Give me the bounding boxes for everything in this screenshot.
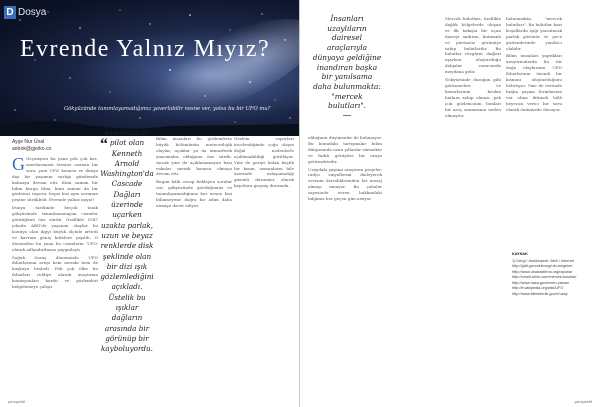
paragraph: Dünya tarihinde birçok tanık gökyüzünde tanımlanamayan cisimler gördüğünü öne sürdü. Özellikle 1947 yılında ABD'de yaşanan olaylar bu konuya olan ilgiyi büyük ölçüde artırdı ve kavram geniş kitlelere yayıldı. O dönemden bu yana bu cisimlerin 'UFO' olarak adlandırılması yaygınlaştı. <box>12 205 98 252</box>
section-label: Dosya <box>18 7 47 18</box>
milky-way-illustration <box>0 0 300 136</box>
author-email: aotrok@gjorko.co <box>12 145 52 152</box>
section-letter: D <box>4 6 16 19</box>
pull-quote-2-text: İnsanları uzaylıların dairesel araçlarıyla dünyaya geldiğine inandıran başka bir yanılsama daha bulunmakta: "mercek bulutları". <box>312 14 382 111</box>
source-item: http://ornek-bilim.com/mercek-bulutlari <box>512 275 577 279</box>
paragraph: Soğuk Savaş döneminde UFO ihbarlarının artışı hem merakı hem de kuşkuyu besledi. Pek çok ülke bu ihbarları ciddiye alarak araştırma komisyonları kurdu ve gözlemleri belgelemeye çalıştı. <box>12 254 98 290</box>
author-name: Ayşe Nur Ünal <box>12 139 45 145</box>
paragraph: Gözlem raporları incelendiğinde çoğu olayın doğal nedenlerle açıklanabildiği görülüyor. Yine de geriye kalan küçük bir kısım, uzmanların bile üzerinde uzlaşamadığı gizemli durumlar olarak kayıtlara geçmiş durumda. <box>234 136 294 189</box>
drop-cap: G <box>12 154 25 174</box>
paragraph: Gökyüzünde durağan gibi görünmeleri ve kenarlarının keskin hatlara sahip olması, pek çok gözlemcinin bunları bir araç sanmasına neden olmuştur. <box>445 77 501 118</box>
sources-heading: KAYNAK <box>512 252 528 256</box>
quote-divider <box>343 115 351 116</box>
right-column-3 <box>506 16 562 115</box>
article-subtitle: Gökyüzünde tanımlayamadığımız yaverlabilir nesne ver, yolsa bu bir UFO mu? <box>64 106 271 112</box>
right-column-2 <box>445 16 501 120</box>
paragraph: Mercek bulutları, özellikle dağlık bölgelerde oluşan ve ilk bakışta bir uçan daireyi andıran, katmanlı ve pürüzsüz görünüşe sahip bulutlardır. Bu bulutlar rüzgârın dağları aşarken oluşturduğu dalgalar sonucunda meydana gelir. <box>445 16 501 75</box>
author-block <box>12 139 51 152</box>
paragraph: olduğunu düşünenler de bulunuyor. Bu konudaki tartışmalar bilim dünyasında uzun yıllardır sürmekte ve farklı görüşleri bir araya getirmektedir. <box>308 135 382 164</box>
hero-image <box>0 0 300 136</box>
footer-left: perspektif <box>8 399 26 404</box>
paragraph-text: Geçmişten bu yana pek çok kez, sınırlarımızın ötesine uzanan bir soru, yani UFO konusu ve dünya dışı bir yaşamın varlığı gündemde kalmaya devam etti. Kimi zaman bir bilim kurgu filmi, kimi zaman da bir gözlemci raporu; hepsi bizi aynı sorunun peşine sürükledi: Evrende yalnız mıyız? <box>12 156 98 203</box>
source-item: http://gizli-gerceklerorg/ufo-belgeleri <box>512 264 573 268</box>
source-item: http://www.ufoarastirma.org/raporlar <box>512 269 573 274</box>
paragraph: Uzaydaki yaşamı araştıran projeler, radyo sinyallerini dinleyerek evrenin derinliklerinden bir mesaj almayı umuyor. Bu çabalar sayesinde evren hakkındaki bilgimiz her geçen gün artıyor. <box>308 166 382 202</box>
footer-right: perspektif <box>574 399 592 404</box>
right-column-1 <box>308 135 382 204</box>
source-item: http://www.bilimteknik.gov.tr/uzay <box>512 291 568 296</box>
paragraph: Bugün hâlâ cevap bekleyen sorular var; gökyüzünde gördüğümüz ve tanımlayamadığımız her nesne bizi bilinmeyene doğru bir adım daha atmaya davet ediyor. <box>156 179 232 208</box>
source-item: http://www.nasa.gov/evren-yasam <box>512 280 569 285</box>
article-title: Evrende Yalnız Mıyız? <box>20 36 271 62</box>
source-item: 1) Dergi / Ansiklopedi: Web / Internet <box>512 258 574 263</box>
quote-mark-icon: “ <box>100 136 108 153</box>
paragraph <box>12 156 98 203</box>
sources-box <box>512 252 590 297</box>
paragraph: bulunmakta: "mercek bulutları". Bu bulutlar bazı koşullarda ışığı yansıtarak parlak görünür ve gece gözlemlerinde yanıltıcı olabilir. <box>506 16 562 51</box>
section-tag <box>4 6 46 19</box>
paragraph: Bilim insanları bu gözlemlerin büyük bölümünün meteorolojik olaylar, uçaklar ya da atmosferik yansımalar olduğunu öne sürdü. Ancak yine de açıklanamayan bazı vakalar merak konusu olmaya devam etti. <box>156 136 232 177</box>
pull-quote-2 <box>312 14 382 116</box>
body-column-1 <box>12 156 98 292</box>
pull-quote-1: Amerikalı bir pilot olan Kenneth Arnold Washington'da Cascade Dağları üzerinde uçarken uzakta parlak, uzun ve beyaz renklerde disk şeklinde olan bir dizi ışık gözlemlediğini açıkladı. Üstelik bu ışıklar dağların arasında bir görünüp bir kayboluyordu. <box>100 128 154 354</box>
body-column-3 <box>156 136 232 211</box>
body-column-4 <box>234 136 294 191</box>
paragraph: Bilim insanları yaptıkları araştırmalarda bu tür doğa olaylarının UFO ihbarlarının önemli bir kısmını oluşturduğunu belirtiyor. Yine de evrende başka yaşam formlarının var olma ihtimali hâlâ heyecan verici bir soru olarak önümüzde duruyor. <box>506 53 562 112</box>
source-item: http://tr.wikipedia.org/wiki/UFO <box>512 286 564 290</box>
right-page <box>300 0 600 407</box>
